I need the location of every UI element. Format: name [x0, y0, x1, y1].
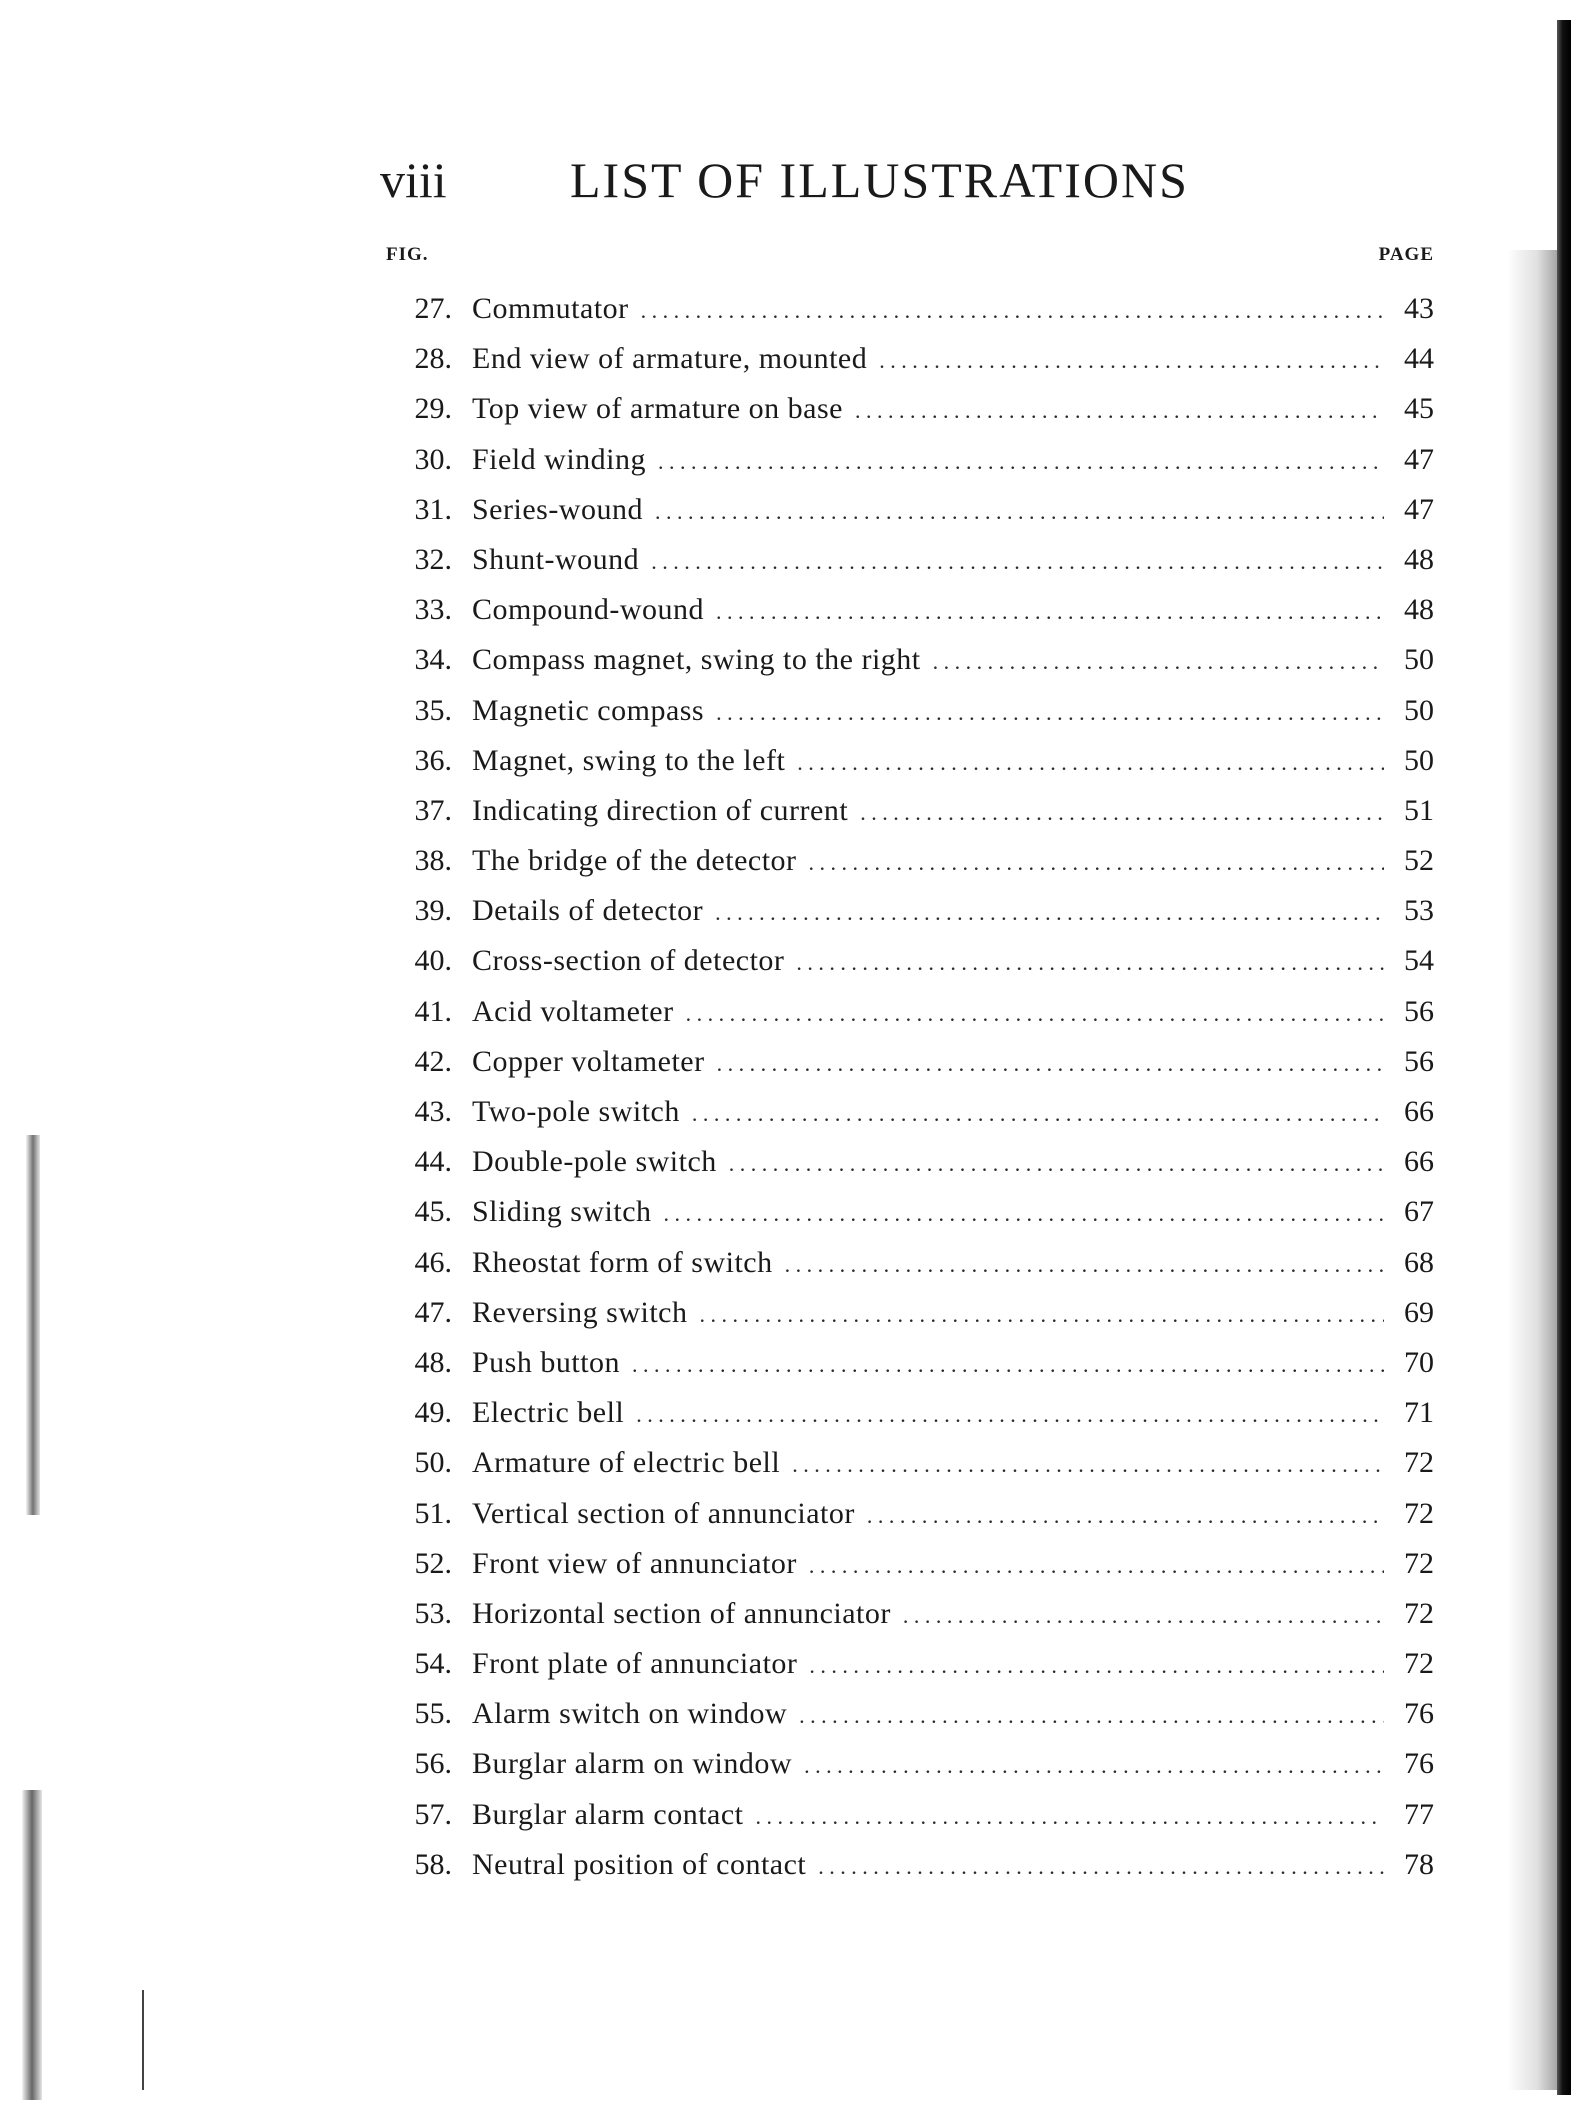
scan-artifact-line: [142, 1990, 144, 2090]
dot-leader: [879, 336, 1384, 386]
figure-title: Acid voltameter: [472, 994, 674, 1028]
page-reference: 72: [1404, 1596, 1434, 1630]
dot-leader: [664, 1189, 1384, 1239]
page-reference: 67: [1404, 1195, 1434, 1229]
figure-number: 55.: [414, 1697, 452, 1731]
figure-number: 27.: [414, 292, 452, 325]
figure-number: 29.: [414, 392, 452, 426]
dot-leader: [818, 1842, 1384, 1892]
page-reference: 72: [1404, 1446, 1434, 1480]
figure-number: 51.: [414, 1496, 452, 1530]
page-reference: 68: [1404, 1245, 1434, 1279]
list-item: [386, 384, 1434, 434]
dot-leader: [785, 1240, 1384, 1290]
figure-title: Front plate of annunciator: [472, 1647, 798, 1681]
list-item: [386, 1438, 1434, 1488]
figure-number: 42.: [414, 1044, 452, 1078]
dot-leader: [651, 537, 1384, 587]
page-reference: 45: [1404, 392, 1434, 426]
illustrations-list: [386, 284, 1434, 1890]
figure-number: 41.: [414, 994, 452, 1028]
figure-number: 35.: [414, 693, 452, 727]
page-reference: 43: [1404, 292, 1434, 325]
figure-title: Details of detector: [472, 894, 704, 928]
figure-number: 33.: [414, 593, 452, 627]
page-reference: 78: [1404, 1847, 1434, 1881]
list-item: [386, 1589, 1434, 1639]
list-item: [386, 736, 1434, 786]
figure-number: 45.: [414, 1195, 452, 1229]
dot-leader: [855, 386, 1384, 436]
dot-leader: [933, 637, 1384, 687]
dot-leader: [655, 487, 1384, 537]
list-item: [386, 334, 1434, 384]
fig-column-label: FIG.: [386, 244, 429, 265]
dot-leader: [658, 437, 1384, 487]
figure-number: 56.: [414, 1747, 452, 1781]
list-item: [386, 1288, 1434, 1338]
dot-leader: [860, 788, 1384, 838]
dot-leader: [756, 1792, 1384, 1842]
figure-title: Indicating direction of current: [472, 793, 849, 827]
scan-artifact-left-lower: [22, 1790, 42, 2100]
page-column-label: PAGE: [1378, 244, 1434, 265]
list-item: [386, 1689, 1434, 1739]
figure-number: 30.: [414, 442, 452, 476]
list-item: [386, 635, 1434, 685]
figure-title: Burglar alarm contact: [472, 1797, 744, 1831]
dot-leader: [809, 1541, 1384, 1591]
list-item: [386, 585, 1434, 635]
dot-leader: [686, 989, 1384, 1039]
list-item: [386, 1187, 1434, 1237]
page-reference: 47: [1404, 492, 1434, 526]
figure-title: Neutral position of contact: [472, 1847, 807, 1881]
dot-leader: [867, 1491, 1384, 1541]
figure-number: 53.: [414, 1596, 452, 1630]
figure-title: Compound-wound: [472, 593, 704, 627]
page-reference: 69: [1404, 1295, 1434, 1329]
figure-number: 28.: [414, 342, 452, 376]
list-item: [386, 1087, 1434, 1137]
list-item: [386, 435, 1434, 485]
figure-number: 43.: [414, 1095, 452, 1128]
dot-leader: [729, 1139, 1384, 1189]
dot-leader: [716, 587, 1384, 637]
dot-leader: [632, 1340, 1384, 1390]
list-item: [386, 1739, 1434, 1789]
page-reference: 53: [1404, 894, 1434, 928]
figure-title: The bridge of the detector: [472, 844, 797, 878]
page-reference: 56: [1404, 1044, 1434, 1078]
figure-title: Compass magnet, swing to the right: [472, 643, 921, 677]
dot-leader: [715, 888, 1384, 938]
figure-title: Series-wound: [472, 492, 643, 526]
figure-number: 46.: [414, 1245, 452, 1279]
figure-title: Top view of armature on base: [472, 392, 843, 426]
figure-title: Alarm switch on window: [472, 1697, 788, 1731]
page-reference: 56: [1404, 994, 1434, 1028]
figure-title: Two-pole switch: [472, 1095, 680, 1128]
figure-title: Shunt-wound: [472, 542, 640, 576]
list-item: [386, 987, 1434, 1037]
dot-leader: [692, 1089, 1384, 1139]
figure-number: 39.: [414, 894, 452, 928]
figure-number: 50.: [414, 1446, 452, 1480]
figure-title: Cross-section of detector: [472, 944, 785, 978]
list-item: [386, 1338, 1434, 1388]
page-reference: 72: [1404, 1647, 1434, 1681]
dot-leader: [809, 838, 1384, 888]
page-number: viii: [380, 152, 447, 208]
list-item: [386, 936, 1434, 986]
figure-title: Vertical section of annunciator: [472, 1496, 855, 1530]
page-reference: 48: [1404, 542, 1434, 576]
dot-leader: [804, 1741, 1384, 1791]
page-reference: 51: [1404, 793, 1434, 827]
dot-leader: [799, 1691, 1384, 1741]
page-reference: 47: [1404, 442, 1434, 476]
figure-title: Commutator: [472, 292, 629, 325]
figure-title: Armature of electric bell: [472, 1446, 781, 1480]
page-reference: 76: [1404, 1747, 1434, 1781]
figure-number: 57.: [414, 1797, 452, 1831]
figure-title: Burglar alarm on window: [472, 1747, 793, 1781]
list-item: [386, 686, 1434, 736]
page-reference: 66: [1404, 1095, 1434, 1128]
figure-title: Double-pole switch: [472, 1145, 717, 1179]
page-reference: 44: [1404, 342, 1434, 376]
figure-number: 47.: [414, 1295, 452, 1329]
page-reference: 50: [1404, 693, 1434, 727]
figure-title: Horizontal section of annunciator: [472, 1596, 891, 1630]
figure-number: 32.: [414, 542, 452, 576]
figure-number: 49.: [414, 1396, 452, 1430]
figure-title: Front view of annunciator: [472, 1546, 797, 1580]
page-reference: 52: [1404, 844, 1434, 878]
list-item: [386, 1489, 1434, 1539]
figure-title: Field winding: [472, 442, 647, 476]
figure-number: 31.: [414, 492, 452, 526]
list-item: [386, 1388, 1434, 1438]
figure-title: Push button: [472, 1345, 621, 1379]
dot-leader: [809, 1641, 1384, 1691]
page-reference: 77: [1404, 1797, 1434, 1831]
figure-title: Sliding switch: [472, 1195, 652, 1229]
page-edge-shadow: [1507, 250, 1557, 2090]
page-binding-edge: [1557, 20, 1571, 2095]
page-reference: 50: [1404, 643, 1434, 677]
column-headers: [386, 244, 1434, 268]
list-item: [386, 1137, 1434, 1187]
figure-title: Magnet, swing to the left: [472, 743, 786, 777]
page-reference: 71: [1404, 1396, 1434, 1430]
figure-title: Electric bell: [472, 1396, 625, 1430]
dot-leader: [641, 286, 1384, 336]
page-reference: 50: [1404, 743, 1434, 777]
page-reference: 48: [1404, 593, 1434, 627]
figure-title: Magnetic compass: [472, 693, 705, 727]
list-item: [386, 1790, 1434, 1840]
list-item: [386, 1639, 1434, 1689]
list-item: [386, 1840, 1434, 1890]
page-reference: 76: [1404, 1697, 1434, 1731]
figure-title: Reversing switch: [472, 1295, 688, 1329]
list-item: [386, 786, 1434, 836]
list-item: [386, 1238, 1434, 1288]
scan-artifact-left-upper: [26, 1135, 40, 1515]
figure-number: 52.: [414, 1546, 452, 1580]
page-header: [380, 150, 1240, 220]
list-item: [386, 886, 1434, 936]
dot-leader: [716, 688, 1384, 738]
figure-title: Rheostat form of switch: [472, 1245, 773, 1279]
figure-number: 37.: [414, 793, 452, 827]
list-item: [386, 284, 1434, 334]
dot-leader: [792, 1440, 1384, 1490]
page-reference: 72: [1404, 1546, 1434, 1580]
figure-title: Copper voltameter: [472, 1044, 705, 1078]
list-item: [386, 1539, 1434, 1589]
figure-number: 36.: [414, 743, 452, 777]
dot-leader: [636, 1390, 1384, 1440]
list-item: [386, 836, 1434, 886]
page-reference: 72: [1404, 1496, 1434, 1530]
figure-number: 54.: [414, 1647, 452, 1681]
list-item: [386, 485, 1434, 535]
dot-leader: [699, 1290, 1384, 1340]
dot-leader: [796, 938, 1384, 988]
dot-leader: [717, 1039, 1384, 1089]
figure-number: 58.: [414, 1847, 452, 1881]
list-item: [386, 535, 1434, 585]
figure-number: 44.: [414, 1145, 452, 1179]
list-item: [386, 1037, 1434, 1087]
dot-leader: [903, 1591, 1384, 1641]
figure-title: End view of armature, mounted: [472, 342, 868, 376]
figure-number: 48.: [414, 1345, 452, 1379]
figure-number: 38.: [414, 844, 452, 878]
dot-leader: [797, 738, 1384, 788]
figure-number: 34.: [414, 643, 452, 677]
figure-number: 40.: [414, 944, 452, 978]
page-title: LIST OF ILLUSTRATIONS: [570, 152, 1189, 208]
page-reference: 70: [1404, 1345, 1434, 1379]
page-reference: 66: [1404, 1145, 1434, 1179]
page-reference: 54: [1404, 944, 1434, 978]
